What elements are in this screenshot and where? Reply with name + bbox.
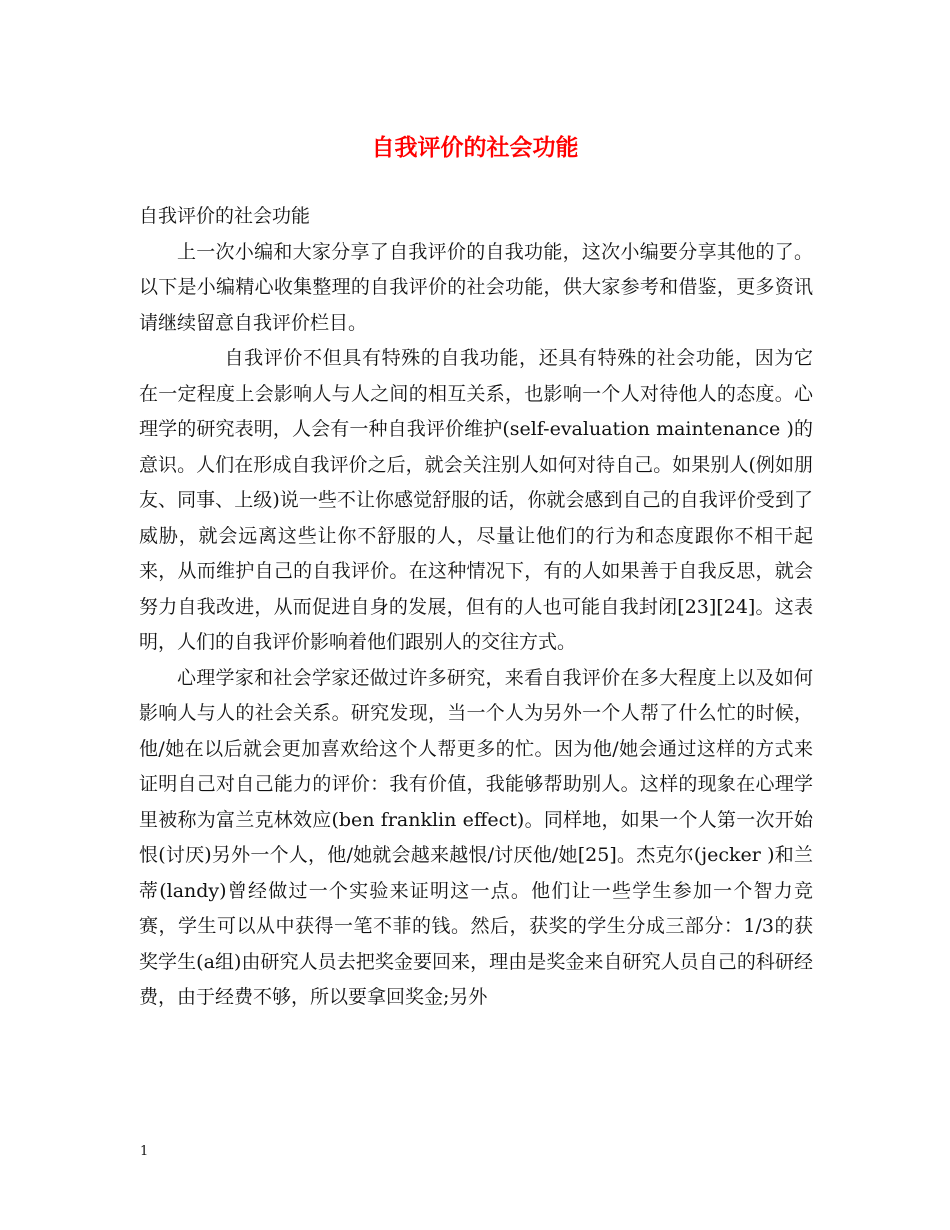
page-number: 1 bbox=[140, 1144, 149, 1159]
section-heading: 自我评价的社会功能 bbox=[139, 205, 311, 227]
paragraph-self-evaluation-maintenance: 自我评价不但具有特殊的自我功能，还具有特殊的社会功能，因为它在一定程度上会影响人与人之间的相互关系，也影响一个人对待他人的态度。心理学的研究表明，人会有一种自我评价维护(self-evaluation maintenance )的意识。人们在形成自我评价之后，就会关注别人如何对待自己。如果别人(例如朋友、同事、上级)说一些不让你感觉舒服的话，你就会感到自己的自我评价受到了威胁，就会远离这些让你不舒服的人，尽量让他们的行为和态度跟你不相干起来，从而维护自己的自我评价。在这种情况下，有的人如果善于自我反思，就会努力自我改进，从而促进自身的发展，但有的人也可能自我封闭[23][24]。这表明，人们的自我评价影响着他们跟别人的交往方式。 bbox=[139, 347, 813, 653]
paragraph-intro: 上一次小编和大家分享了自我评价的自我功能，这次小编要分享其他的了。以下是小编精心收集整理的自我评价的社会功能，供大家参考和借鉴，更多资讯请继续留意自我评价栏目。 bbox=[139, 240, 813, 334]
document-body bbox=[139, 199, 813, 1016]
paragraph-franklin-effect: 心理学家和社会学家还做过许多研究，来看自我评价在多大程度上以及如何影响人与人的社会关系。研究发现，当一个人为另外一个人帮了什么忙的时候，他/她在以后就会更加喜欢给这个人帮更多的忙。因为他/她会通过这样的方式来证明自己对自己能力的评价：我有价值，我能够帮助别人。这样的现象在心理学里被称为富兰克林效应(ben franklin effect)。同样地，如果一个人第一次开始恨(讨厌)另外一个人，他/她就会越来越恨/讨厌他/她[25]。杰克尔(jecker )和兰蒂(landy)曾经做过一个实验来证明这一点。他们让一些学生参加一个智力竞赛，学生可以从中获得一笔不菲的钱。然后，获奖的学生分成三部分：1/3的获奖学生(a组)由研究人员去把奖金要回来，理由是奖金来自研究人员自己的科研经费，由于经费不够，所以要拿回奖金;另外 bbox=[139, 666, 813, 1008]
document-title: 自我评价的社会功能 bbox=[371, 134, 579, 161]
